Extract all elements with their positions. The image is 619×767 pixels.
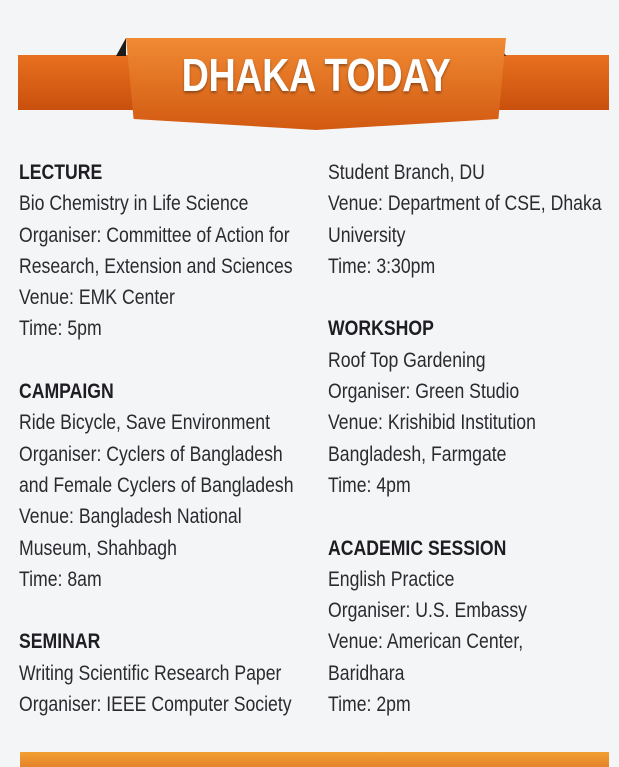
footer-band — [20, 752, 609, 767]
event-venue: Venue: Department of CSE, Dhaka — [328, 192, 602, 216]
event-venue-cont: Bangladesh, Farmgate — [328, 442, 507, 466]
event-title: Roof Top Gardening — [328, 348, 486, 372]
event-time: Time: 2pm — [328, 693, 411, 717]
event-academic-session — [328, 533, 613, 721]
event-time: Time: 4pm — [328, 473, 411, 497]
event-seminar — [19, 626, 319, 720]
event-venue-cont: Museum, Shahbagh — [19, 536, 177, 560]
event-lecture — [19, 157, 319, 345]
event-heading: WORKSHOP — [328, 317, 434, 341]
event-title: Writing Scientific Research Paper — [19, 661, 282, 685]
event-organiser: Organiser: Committee of Action for — [19, 223, 290, 247]
event-heading: LECTURE — [19, 161, 103, 184]
event-heading: ACADEMIC SESSION — [328, 536, 507, 560]
banner — [0, 0, 619, 140]
event-title: Ride Bicycle, Save Environment — [19, 411, 271, 435]
event-venue: Venue: Bangladesh National — [19, 505, 242, 529]
event-venue-cont: Baridhara — [328, 661, 405, 685]
event-venue-cont: University — [328, 223, 406, 247]
event-time: Time: 3:30pm — [328, 254, 436, 278]
event-time: Time: 5pm — [19, 317, 102, 341]
event-workshop — [328, 313, 613, 501]
event-time: Time: 8am — [19, 567, 102, 591]
right-column — [328, 157, 613, 720]
event-title: Bio Chemistry in Life Science — [19, 192, 249, 216]
event-organiser: Organiser: Green Studio — [328, 380, 520, 404]
event-heading: CAMPAIGN — [19, 380, 114, 404]
event-seminar-continued — [328, 157, 613, 282]
event-heading: SEMINAR — [19, 630, 101, 654]
event-campaign — [19, 376, 319, 595]
event-organiser: Organiser: IEEE Computer Society — [19, 693, 292, 717]
event-organiser-cont: Student Branch, DU — [328, 161, 485, 184]
event-organiser: Organiser: Cyclers of Bangladesh — [19, 442, 283, 466]
event-organiser: Organiser: U.S. Embassy — [328, 599, 528, 623]
event-venue: Venue: Krishibid Institution — [328, 411, 536, 435]
event-venue: Venue: American Center, — [328, 630, 524, 654]
left-column — [19, 157, 319, 720]
event-venue: Venue: EMK Center — [19, 286, 175, 310]
page-title: DHAKA TODAY — [181, 49, 451, 101]
banner-fold-left — [116, 38, 126, 56]
event-organiser-cont: Research, Extension and Sciences — [19, 254, 293, 278]
event-organiser-cont: and Female Cyclers of Bangladesh — [19, 473, 294, 497]
event-title: English Practice — [328, 567, 455, 591]
